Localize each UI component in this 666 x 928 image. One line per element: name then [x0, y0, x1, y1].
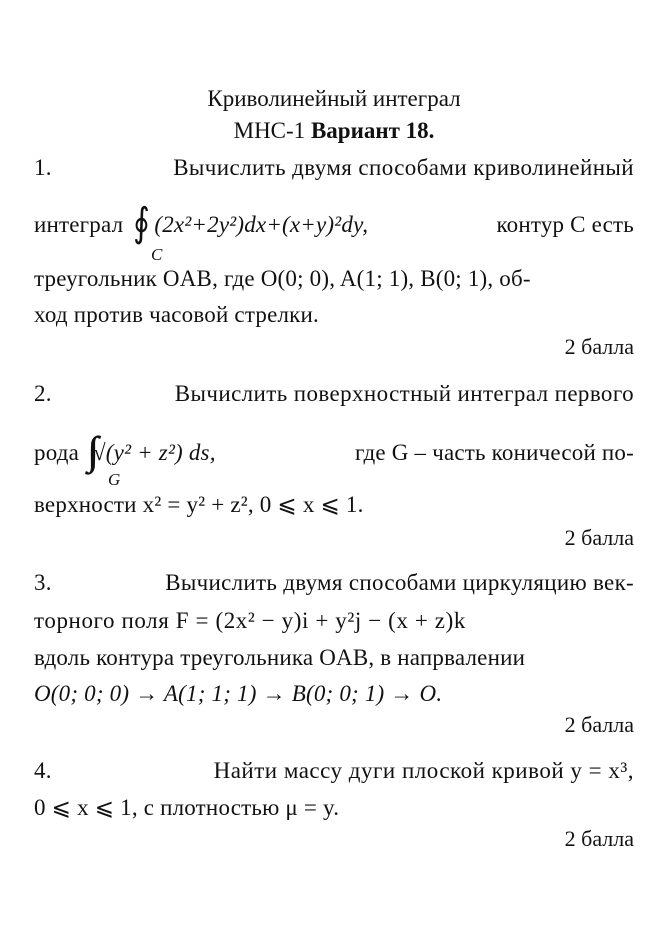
problem-2-integral-subscript: G — [108, 470, 121, 489]
title-text: Криволинейный интеграл — [207, 86, 461, 111]
problem-1-number: 1. — [34, 155, 52, 180]
problem-3-line-2: торного поля F = (2x² − y)i + y²j − (x + z)k — [34, 608, 466, 633]
problem-2-line-2 — [34, 423, 634, 473]
problem-2-number: 2. — [34, 381, 52, 406]
problem-3-line-3: вдоль контура треугольника OAB, в напрвалении — [34, 645, 526, 670]
double-integral-icon: ∫∫ — [87, 428, 89, 473]
problem-3-points: 2 балла — [564, 712, 634, 737]
problem-1-integrand: (2x²+2y²)dx+(x+y)²dy, — [154, 212, 369, 237]
problem-1-line-1 — [34, 155, 634, 181]
problem-3-number: 3. — [34, 570, 52, 595]
problem-1-line-2 — [34, 195, 634, 245]
contour-integral-icon: ∮ — [133, 200, 151, 245]
problem-1-lead: Вычислить двумя способами криволинейный — [173, 155, 634, 180]
course-code: МНС-1 — [233, 118, 306, 143]
problem-1-int-after: контур C есть — [496, 212, 634, 237]
problem-4-points: 2 балла — [564, 826, 634, 851]
problem-1-integral — [129, 195, 496, 245]
variant-label: Вариант 18. — [310, 118, 435, 143]
problem-4-line-1 — [34, 758, 634, 784]
problem-2-points: 2 балла — [564, 525, 634, 550]
problem-2-integral — [85, 423, 355, 473]
problem-3-line-4: O(0; 0; 0) → A(1; 1; 1) → B(0; 0; 1) → O. — [34, 681, 443, 706]
problem-1-integral-subscript: C — [151, 245, 163, 264]
document-title — [34, 86, 634, 112]
problem-2-int-before: рода — [34, 440, 80, 465]
problem-1-line-4: ход против часовой стрелки. — [34, 302, 319, 327]
problem-2-int-after: где G – часть коничесой по- — [355, 440, 634, 465]
problem-3-line-1 — [34, 570, 634, 596]
problem-1-int-before: интеграл — [34, 212, 124, 237]
problem-2-lead: Вычислить поверхностный интеграл первого — [174, 381, 634, 406]
document-subtitle — [34, 118, 634, 144]
problem-3-lead: Вычислить двумя способами циркуляцию век- — [165, 570, 634, 595]
problem-4-line-2: 0 ⩽ x ⩽ 1, с плотностью μ = y. — [34, 795, 340, 820]
problem-1-points: 2 балла — [564, 334, 634, 359]
problem-4-number: 4. — [34, 758, 52, 783]
problem-1-line-3: треугольник OAB, где O(0; 0), A(1; 1), B(0; 1), об- — [34, 266, 531, 291]
problem-2-line-3: верхности x² = y² + z², 0 ⩽ x ⩽ 1. — [34, 492, 364, 517]
problem-2-integrand: √(y² + z²) ds, — [92, 440, 216, 465]
problem-4-lead: Найти массу дуги плоской кривой y = x³, — [213, 758, 634, 783]
problem-2-line-1 — [34, 381, 634, 407]
